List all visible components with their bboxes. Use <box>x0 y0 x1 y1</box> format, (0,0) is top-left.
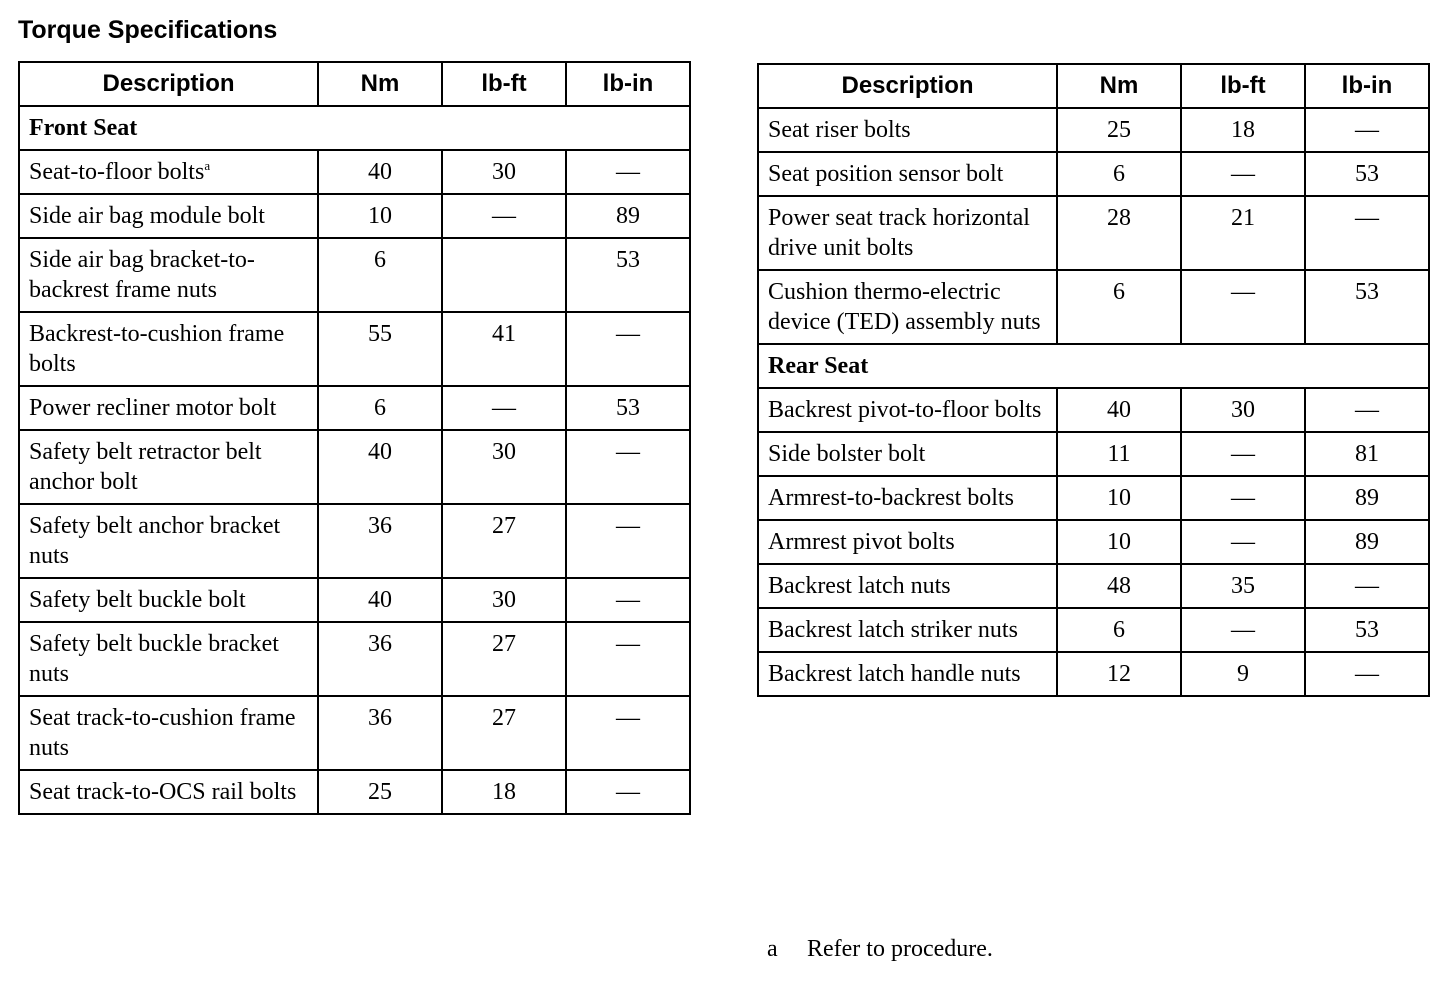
table-row <box>19 430 690 504</box>
lb-in-cell-text: — <box>1355 117 1379 143</box>
lb-in-cell <box>566 430 690 504</box>
description-cell <box>758 608 1057 652</box>
description-cell <box>19 194 318 238</box>
lb-ft-cell-text: 41 <box>492 321 516 347</box>
lb-ft-cell-text: 9 <box>1237 661 1249 687</box>
lb-ft-cell <box>1181 476 1305 520</box>
nm-cell-text: 40 <box>368 439 392 465</box>
nm-cell-text: 36 <box>368 705 392 731</box>
description-cell-text: Power recliner motor bolt <box>29 395 277 421</box>
nm-cell-text: 48 <box>1107 573 1131 599</box>
lb-in-cell-text: — <box>1355 397 1379 423</box>
lb-in-cell-text: — <box>616 439 640 465</box>
table-row <box>758 388 1429 432</box>
description-cell <box>758 270 1057 344</box>
nm-cell <box>318 194 442 238</box>
table-row <box>758 608 1429 652</box>
lb-ft-cell <box>442 150 566 194</box>
lb-ft-cell-text: — <box>1231 617 1255 643</box>
table-row <box>758 152 1429 196</box>
lb-in-cell <box>1305 520 1429 564</box>
section-rear-seat: Rear Seat <box>758 344 1429 388</box>
table-row <box>19 386 690 430</box>
description-cell-text: Seat-to-floor bolts <box>29 159 205 185</box>
lb-ft-cell <box>1181 608 1305 652</box>
nm-cell <box>1057 520 1181 564</box>
lb-in-cell <box>1305 152 1429 196</box>
nm-cell-text: 36 <box>368 513 392 539</box>
lb-ft-cell-text: 30 <box>492 439 516 465</box>
description-cell <box>758 108 1057 152</box>
nm-cell-text: 6 <box>1113 279 1125 305</box>
lb-in-cell-text: — <box>616 631 640 657</box>
nm-cell-text: 6 <box>374 247 386 273</box>
description-cell <box>19 386 318 430</box>
table-row <box>758 196 1429 270</box>
lb-ft-cell-text: 30 <box>492 159 516 185</box>
table-row <box>758 564 1429 608</box>
nm-cell-text: 25 <box>368 779 392 805</box>
lb-ft-cell <box>442 770 566 814</box>
lb-in-cell <box>1305 564 1429 608</box>
lb-ft-cell-text: 27 <box>492 513 516 539</box>
description-cell <box>19 696 318 770</box>
lb-in-cell-text: — <box>616 513 640 539</box>
nm-cell-text: 36 <box>368 631 392 657</box>
lb-ft-cell-text: 27 <box>492 705 516 731</box>
nm-cell-text: 10 <box>1107 529 1131 555</box>
description-cell <box>19 312 318 386</box>
description-cell-text: Seat track-to-cushion frame nuts <box>29 705 296 761</box>
header-nm: Nm <box>1057 64 1181 108</box>
nm-cell-text: 40 <box>1107 397 1131 423</box>
nm-cell-text: 25 <box>1107 117 1131 143</box>
nm-cell-text: 12 <box>1107 661 1131 687</box>
header-nm: Nm <box>318 62 442 106</box>
description-cell <box>758 564 1057 608</box>
lb-in-cell-text: — <box>1355 573 1379 599</box>
lb-in-cell-text: 53 <box>616 395 640 421</box>
lb-ft-cell-text: — <box>1231 529 1255 555</box>
table-row <box>19 622 690 696</box>
description-cell <box>758 388 1057 432</box>
lb-ft-cell <box>1181 652 1305 696</box>
nm-cell-text: 10 <box>1107 485 1131 511</box>
lb-ft-cell <box>442 578 566 622</box>
lb-in-cell <box>1305 388 1429 432</box>
table-row <box>758 476 1429 520</box>
lb-ft-cell <box>1181 520 1305 564</box>
table-row <box>19 578 690 622</box>
lb-ft-cell <box>442 386 566 430</box>
lb-in-cell-text: 89 <box>1355 529 1379 555</box>
nm-cell-text: 6 <box>1113 161 1125 187</box>
lb-in-cell <box>566 578 690 622</box>
section-row <box>19 106 690 150</box>
lb-in-cell-text: — <box>1355 661 1379 687</box>
nm-cell <box>1057 564 1181 608</box>
description-cell-text: Safety belt buckle bolt <box>29 587 246 613</box>
description-cell <box>758 476 1057 520</box>
lb-in-cell <box>1305 270 1429 344</box>
lb-ft-cell <box>1181 388 1305 432</box>
description-cell-text: Safety belt buckle bracket nuts <box>29 631 279 687</box>
lb-in-cell-text: 53 <box>1355 617 1379 643</box>
table-row <box>758 108 1429 152</box>
header-lb-ft: lb-ft <box>442 62 566 106</box>
section-row <box>758 344 1429 388</box>
description-cell-text: Backrest latch handle nuts <box>768 661 1021 687</box>
lb-ft-cell <box>1181 432 1305 476</box>
nm-cell <box>318 578 442 622</box>
section-front-seat: Front Seat <box>19 106 690 150</box>
lb-in-cell-text: 81 <box>1355 441 1379 467</box>
nm-cell <box>1057 652 1181 696</box>
table-row <box>758 270 1429 344</box>
lb-ft-cell <box>442 504 566 578</box>
description-cell-text: Seat riser bolts <box>768 117 911 143</box>
footnote-reference: a <box>204 158 211 173</box>
nm-cell-text: 40 <box>368 159 392 185</box>
lb-in-cell-text: 53 <box>616 247 640 273</box>
table-header-row <box>758 64 1429 108</box>
rear-seat-torque-table <box>757 63 1430 697</box>
nm-cell <box>318 430 442 504</box>
lb-ft-cell <box>442 622 566 696</box>
nm-cell-text: 28 <box>1107 205 1131 231</box>
nm-cell <box>318 770 442 814</box>
description-cell <box>758 652 1057 696</box>
description-cell-text: Backrest latch striker nuts <box>768 617 1018 643</box>
lb-ft-cell-text: — <box>1231 485 1255 511</box>
lb-ft-cell <box>1181 108 1305 152</box>
table-row <box>758 652 1429 696</box>
lb-ft-cell-text: 18 <box>1231 117 1255 143</box>
lb-in-cell-text: — <box>616 779 640 805</box>
lb-ft-cell-text: — <box>492 395 516 421</box>
lb-ft-cell-text: 35 <box>1231 573 1255 599</box>
lb-in-cell <box>566 770 690 814</box>
description-cell-text: Cushion thermo-electric device (TED) assembly nuts <box>768 279 1041 335</box>
lb-in-cell <box>1305 196 1429 270</box>
description-cell-text: Power seat track horizontal drive unit bolts <box>768 205 1030 261</box>
lb-ft-cell-text: — <box>1231 161 1255 187</box>
lb-ft-cell-text: 27 <box>492 631 516 657</box>
lb-in-cell-text: 89 <box>1355 485 1379 511</box>
lb-ft-cell <box>442 696 566 770</box>
lb-ft-cell <box>442 430 566 504</box>
description-cell-text: Side air bag bracket-to-backrest frame nuts <box>29 247 255 303</box>
lb-ft-cell <box>1181 196 1305 270</box>
table-row <box>19 770 690 814</box>
nm-cell <box>318 386 442 430</box>
description-cell <box>758 520 1057 564</box>
table-row <box>19 194 690 238</box>
page-title: Torque Specifications <box>18 16 278 44</box>
lb-in-cell <box>566 386 690 430</box>
nm-cell <box>1057 608 1181 652</box>
description-cell <box>19 504 318 578</box>
lb-in-cell <box>1305 108 1429 152</box>
lb-in-cell <box>566 150 690 194</box>
header-lb-ft: lb-ft <box>1181 64 1305 108</box>
lb-ft-cell <box>442 194 566 238</box>
nm-cell <box>318 238 442 312</box>
lb-ft-cell <box>1181 152 1305 196</box>
table-row <box>19 504 690 578</box>
lb-in-cell <box>566 504 690 578</box>
header-description: Description <box>758 64 1057 108</box>
nm-cell <box>1057 476 1181 520</box>
lb-ft-cell-text: 30 <box>492 587 516 613</box>
nm-cell-text: 6 <box>1113 617 1125 643</box>
lb-ft-cell <box>1181 270 1305 344</box>
description-cell <box>758 196 1057 270</box>
nm-cell-text: 10 <box>368 203 392 229</box>
table-header-row <box>19 62 690 106</box>
lb-ft-cell-text: — <box>492 203 516 229</box>
lb-ft-cell <box>442 238 566 312</box>
lb-in-cell <box>566 312 690 386</box>
table-row <box>758 520 1429 564</box>
description-cell <box>758 152 1057 196</box>
nm-cell <box>1057 388 1181 432</box>
lb-ft-cell-text: 30 <box>1231 397 1255 423</box>
table-row <box>19 696 690 770</box>
header-lb-in: lb-in <box>1305 64 1429 108</box>
lb-in-cell <box>1305 608 1429 652</box>
lb-in-cell-text: 89 <box>616 203 640 229</box>
nm-cell-text: 55 <box>368 321 392 347</box>
front-seat-torque-table <box>18 61 691 815</box>
lb-in-cell <box>1305 432 1429 476</box>
lb-in-cell <box>566 238 690 312</box>
description-cell <box>19 238 318 312</box>
lb-in-cell <box>566 696 690 770</box>
table-row <box>19 150 690 194</box>
lb-ft-cell-text: 18 <box>492 779 516 805</box>
lb-in-cell-text: — <box>616 321 640 347</box>
description-cell-text: Backrest pivot-to-floor bolts <box>768 397 1042 423</box>
footnote <box>767 934 993 964</box>
lb-in-cell <box>1305 652 1429 696</box>
table-row <box>758 432 1429 476</box>
table-row <box>19 238 690 312</box>
description-cell-text: Backrest-to-cushion frame bolts <box>29 321 285 377</box>
nm-cell <box>1057 152 1181 196</box>
footnote-mark: a <box>767 936 778 962</box>
lb-in-cell <box>566 194 690 238</box>
description-cell <box>19 578 318 622</box>
description-cell <box>19 622 318 696</box>
nm-cell-text: 6 <box>374 395 386 421</box>
nm-cell <box>1057 108 1181 152</box>
nm-cell <box>318 696 442 770</box>
lb-ft-cell-text: — <box>1231 441 1255 467</box>
nm-cell <box>1057 270 1181 344</box>
description-cell <box>758 432 1057 476</box>
lb-ft-cell <box>442 312 566 386</box>
nm-cell <box>318 150 442 194</box>
header-lb-in: lb-in <box>566 62 690 106</box>
lb-in-cell <box>566 622 690 696</box>
description-cell-text: Side bolster bolt <box>768 441 926 467</box>
description-cell-text: Side air bag module bolt <box>29 203 265 229</box>
header-description: Description <box>19 62 318 106</box>
lb-ft-cell-text: — <box>1231 279 1255 305</box>
nm-cell <box>318 312 442 386</box>
lb-in-cell-text: — <box>616 159 640 185</box>
lb-in-cell <box>1305 476 1429 520</box>
description-cell-text: Armrest pivot bolts <box>768 529 955 555</box>
nm-cell <box>318 622 442 696</box>
lb-ft-cell-text: 21 <box>1231 205 1255 231</box>
lb-ft-cell <box>1181 564 1305 608</box>
description-cell-text: Seat position sensor bolt <box>768 161 1004 187</box>
table-row <box>19 312 690 386</box>
description-cell-text: Backrest latch nuts <box>768 573 951 599</box>
footnote-text: Refer to procedure. <box>807 936 993 962</box>
nm-cell <box>318 504 442 578</box>
description-cell-text: Safety belt anchor bracket nuts <box>29 513 281 569</box>
description-cell <box>19 150 318 194</box>
description-cell <box>19 430 318 504</box>
lb-in-cell-text: — <box>616 587 640 613</box>
description-cell-text: Seat track-to-OCS rail bolts <box>29 779 297 805</box>
lb-in-cell-text: — <box>616 705 640 731</box>
nm-cell <box>1057 196 1181 270</box>
description-cell-text: Safety belt retractor belt anchor bolt <box>29 439 262 495</box>
nm-cell-text: 40 <box>368 587 392 613</box>
description-cell <box>19 770 318 814</box>
lb-in-cell-text: 53 <box>1355 161 1379 187</box>
nm-cell <box>1057 432 1181 476</box>
lb-in-cell-text: 53 <box>1355 279 1379 305</box>
nm-cell-text: 11 <box>1107 441 1131 467</box>
description-cell-text: Armrest-to-backrest bolts <box>768 485 1014 511</box>
lb-in-cell-text: — <box>1355 205 1379 231</box>
